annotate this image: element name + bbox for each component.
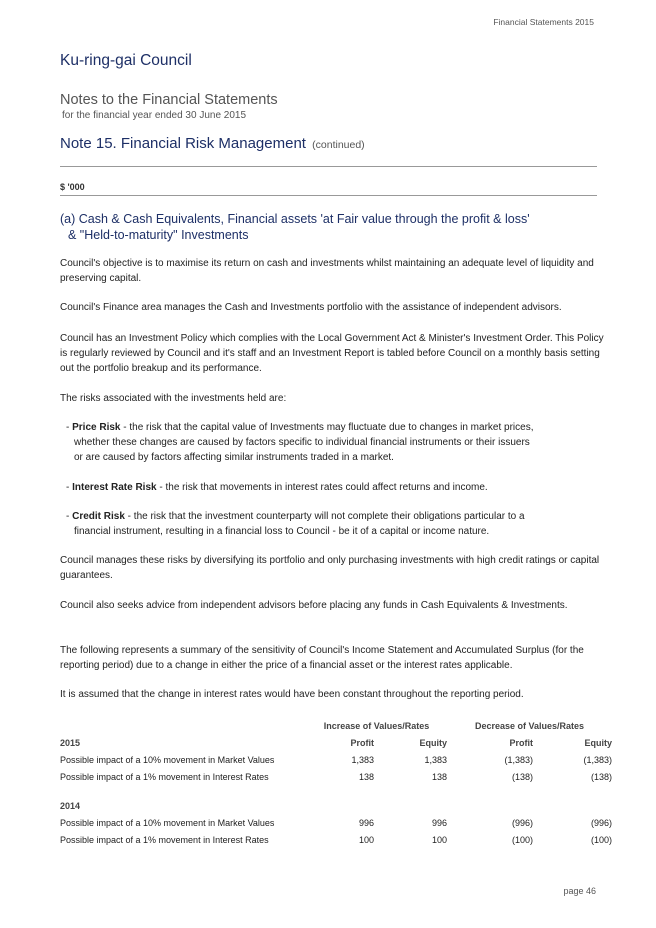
paragraph-assumption: It is assumed that the change in interest rates would have been constant throughout the reporting period.	[60, 689, 524, 700]
paragraph-objective: Council's objective is to maximise its return on cash and investments whilst maintaining an adequate level of liquidity and preserving capital.	[60, 258, 594, 284]
note-title	[60, 135, 365, 152]
cell-value: 996	[358, 818, 374, 828]
column-header-equity: Equity	[419, 738, 447, 748]
increase-group-header: Increase of Values/Rates	[323, 721, 430, 731]
cell-value: (996)	[511, 818, 533, 828]
cell-value: 100	[358, 835, 374, 845]
paragraph-sensitivity: The following represents a summary of the sensitivity of Council's Income Statement and Accumulated Surplus (for the reporting period) due to a change in either the price of a financial asset or the interest rates applicable.	[60, 645, 584, 671]
table-row	[60, 752, 612, 769]
row-label: Possible impact of a 1% movement in Interest Rates	[60, 772, 269, 782]
cell-value: 1,383	[351, 755, 374, 765]
year-label: 2014	[60, 801, 81, 811]
decrease-group-header: Decrease of Values/Rates	[474, 721, 585, 731]
notes-subtitle: for the financial year ended 30 June 2015	[62, 110, 247, 121]
table-column-header-row	[60, 735, 612, 752]
cell-value: (100)	[590, 835, 612, 845]
cell-value: 1,383	[424, 755, 447, 765]
cell-value: (138)	[590, 772, 612, 782]
risk-text: - the risk that movements in interest rates could affect returns and income.	[156, 482, 488, 493]
paragraph-investment-policy: Council has an Investment Policy which complies with the Local Government Act & Minister's Investment Order. This Policy is regularly reviewed by Council and it's staff and an Investment Report is tabled before Council on a monthly basis setting out the portfolio breakup and its performance.	[60, 333, 604, 374]
notes-title: Notes to the Financial Statements	[60, 92, 278, 108]
risk-text: or are caused by factors affecting similar instruments traded in a market.	[74, 452, 394, 463]
note-continued: (continued)	[312, 139, 365, 151]
paragraph-advice: Council also seeks advice from independent advisors before placing any funds in Cash Equivalents & Investments.	[60, 600, 568, 611]
cell-value: (1,383)	[504, 755, 533, 765]
cell-value: (100)	[511, 835, 533, 845]
table-row	[60, 832, 612, 849]
divider	[60, 195, 597, 196]
row-label: Possible impact of a 10% movement in Market Values	[60, 818, 275, 828]
table-row	[60, 769, 612, 786]
paragraph-manage-risks: Council manages these risks by diversifying its portfolio and only purchasing investments with high credit ratings or capital guarantees.	[60, 555, 600, 581]
cell-value: (996)	[590, 818, 612, 828]
table-year-row	[60, 798, 612, 815]
section-title-line1: (a) Cash & Cash Equivalents, Financial assets 'at Fair value through the profit & loss'	[60, 212, 530, 226]
paragraph-risks-intro: The risks associated with the investments held are:	[60, 393, 287, 404]
column-header-profit: Profit	[350, 738, 374, 748]
column-header-profit: Profit	[509, 738, 533, 748]
risk-item-credit: - Credit Risk - the risk that the investment counterparty will not complete their obligations particular to a financial instrument, resulting in a financial loss to Council - be it of a capital or income nature.	[66, 509, 606, 539]
risk-name: Interest Rate Risk	[72, 482, 157, 493]
page-number: page 46	[563, 886, 596, 896]
risk-text: - the risk that the investment counterparty will not complete their obligations particular to a	[124, 511, 525, 522]
cell-value: 996	[431, 818, 447, 828]
note-title-text: Note 15. Financial Risk Management	[60, 135, 306, 152]
risk-text: - the risk that the capital value of Investments may fluctuate due to changes in market prices,	[120, 422, 534, 433]
row-label: Possible impact of a 1% movement in Interest Rates	[60, 835, 269, 845]
risk-name: Price Risk	[72, 422, 121, 433]
table-row	[60, 815, 612, 832]
paragraph-finance-area: Council's Finance area manages the Cash and Investments portfolio with the assistance of independent advisors.	[60, 302, 562, 313]
table-group-header-row	[60, 718, 612, 735]
row-label: Possible impact of a 10% movement in Market Values	[60, 755, 275, 765]
section-title-line2: & "Held-to-maturity" Investments	[68, 228, 249, 242]
table-spacer-row	[60, 786, 612, 798]
cell-value: (138)	[511, 772, 533, 782]
risk-text: whether these changes are caused by factors specific to individual financial instruments or their issuers	[74, 437, 530, 448]
council-name: Ku-ring-gai Council	[60, 52, 192, 69]
cell-value: 138	[431, 772, 447, 782]
risk-text: financial instrument, resulting in a financial loss to Council - be it of a capital or income nature.	[74, 526, 490, 537]
cell-value: 100	[431, 835, 447, 845]
year-label: 2015	[60, 738, 81, 748]
risk-item-interest-rate: - Interest Rate Risk - the risk that movements in interest rates could affect returns and income.	[66, 482, 488, 493]
divider	[60, 166, 597, 167]
risk-item-price: - Price Risk - the risk that the capital value of Investments may fluctuate due to changes in market prices, whether these changes are caused by factors specific to individual financial instruments or their issuers or are caused by factors affecting similar instruments traded in a market.	[66, 420, 606, 465]
cell-value: 138	[358, 772, 374, 782]
section-title	[60, 211, 600, 243]
sensitivity-table	[60, 718, 612, 849]
risk-name: Credit Risk	[72, 511, 125, 522]
cell-value: (1,383)	[583, 755, 612, 765]
column-header-equity: Equity	[584, 738, 612, 748]
units-label: $ '000	[60, 182, 85, 192]
document-header: Financial Statements 2015	[493, 17, 594, 27]
